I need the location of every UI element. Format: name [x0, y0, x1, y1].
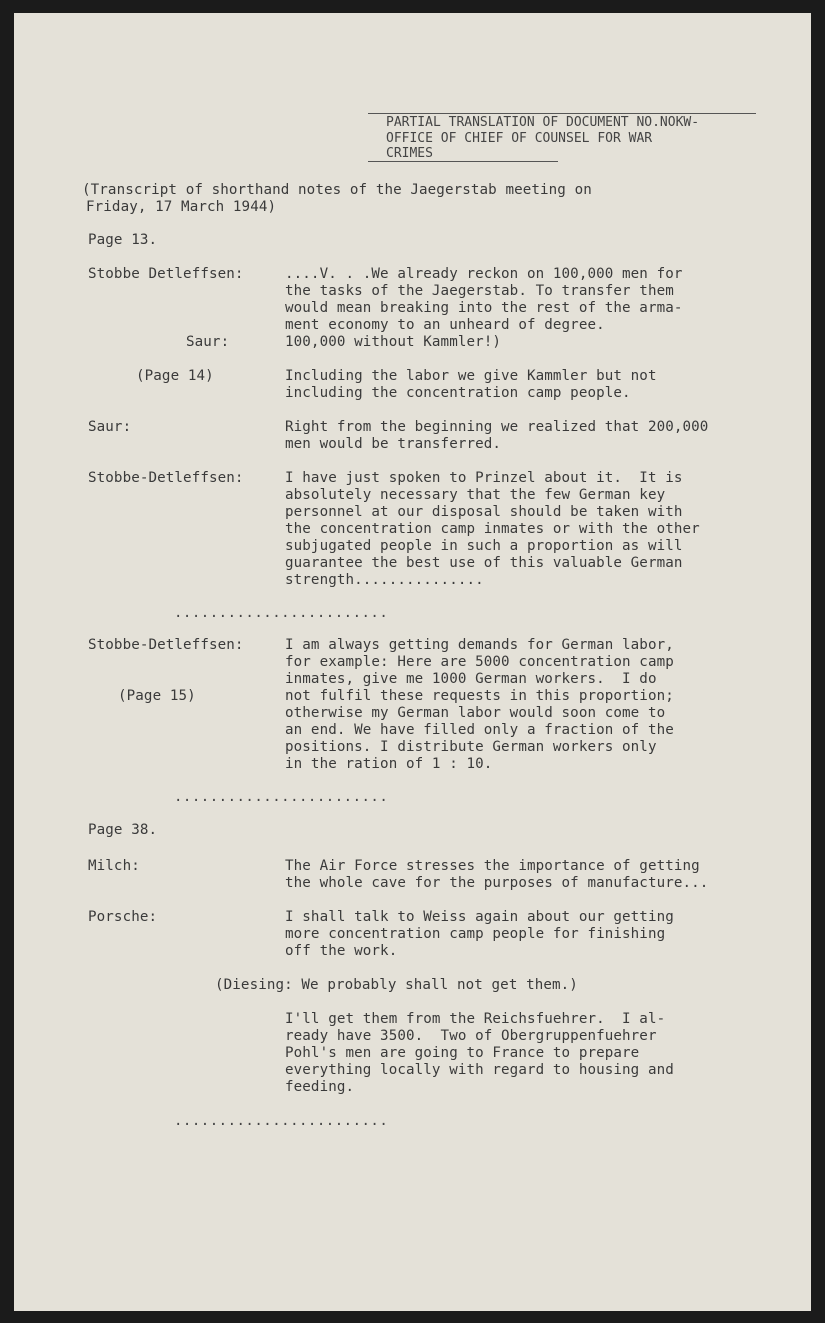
header-top-rule	[368, 113, 756, 114]
entry-6-line-8: in the ration of 1 : 10.	[285, 756, 493, 772]
entry-6-line-2: for example: Here are 5000 concentration camp	[285, 654, 674, 670]
entry-6-line-1: I am always getting demands for German labor,	[285, 637, 674, 653]
header-line-1: PARTIAL TRANSLATION OF DOCUMENT NO.NOKW-	[386, 115, 700, 130]
entry-7-line-2: the whole cave for the purposes of manufacture...	[285, 875, 709, 891]
separator-dots-3: ........................	[174, 1113, 389, 1129]
document-page	[14, 13, 811, 1311]
speaker-stobbe-detleffsen-1: Stobbe Detleffsen:	[88, 266, 244, 282]
entry-1-line-3: would mean breaking into the rest of the arma-	[285, 300, 683, 316]
entry-4-line-1: Right from the beginning we realized that 200,000	[285, 419, 709, 435]
page-13-label: Page 13.	[88, 232, 158, 248]
entry-5-line-5: subjugated people in such a proportion as will	[285, 538, 683, 554]
entry-8-line-3: off the work.	[285, 943, 398, 959]
entry-10-line-2: ready have 3500. Two of Obergruppenfuehrer	[285, 1028, 657, 1044]
page-14-label: (Page 14)	[136, 368, 214, 384]
header-line-2: OFFICE OF CHIEF OF COUNSEL FOR WAR	[386, 131, 653, 146]
entry-5-line-6: guarantee the best use of this valuable German	[285, 555, 683, 571]
intro-line-1: (Transcript of shorthand notes of the Jaegerstab meeting on	[82, 182, 592, 198]
entry-6-line-3: inmates, give me 1000 German workers. I do	[285, 671, 657, 687]
entry-5-line-1: I have just spoken to Prinzel about it. It is	[285, 470, 683, 486]
entry-1-line-4: ment economy to an unheard of degree.	[285, 317, 605, 333]
entry-6-line-4: not fulfil these requests in this proportion;	[285, 688, 674, 704]
separator-dots-2: ........................	[174, 789, 389, 805]
speaker-saur-2: Saur:	[88, 419, 132, 435]
entry-1-line-2: the tasks of the Jaegerstab. To transfer them	[285, 283, 674, 299]
speaker-porsche: Porsche:	[88, 909, 158, 925]
entry-6-line-6: an end. We have filled only a fraction of the	[285, 722, 674, 738]
entry-3-line-1: Including the labor we give Kammler but not	[285, 368, 657, 384]
entry-1-line-1: ....V. . .We already reckon on 100,000 men for	[285, 266, 683, 282]
page-15-label: (Page 15)	[118, 688, 196, 704]
entry-2-line-1: 100,000 without Kammler!)	[285, 334, 502, 350]
speaker-stobbe-detleffsen-3: Stobbe-Detleffsen:	[88, 637, 244, 653]
entry-5-line-2: absolutely necessary that the few German key	[285, 487, 666, 503]
header-bottom-rule	[368, 161, 558, 162]
entry-8-line-2: more concentration camp people for finishing	[285, 926, 666, 942]
intro-line-2: Friday, 17 March 1944)	[86, 199, 277, 215]
separator-dots-1: ........................	[174, 605, 389, 621]
entry-6-line-5: otherwise my German labor would soon come to	[285, 705, 666, 721]
entry-10-line-5: feeding.	[285, 1079, 355, 1095]
entry-10-line-1: I'll get them from the Reichsfuehrer. I al-	[285, 1011, 666, 1027]
page-38-label: Page 38.	[88, 822, 158, 838]
entry-10-line-4: everything locally with regard to housing and	[285, 1062, 674, 1078]
entry-6-line-7: positions. I distribute German workers only	[285, 739, 657, 755]
entry-8-line-1: I shall talk to Weiss again about our getting	[285, 909, 674, 925]
speaker-stobbe-detleffsen-2: Stobbe-Detleffsen:	[88, 470, 244, 486]
entry-10-line-3: Pohl's men are going to France to prepare	[285, 1045, 640, 1061]
entry-4-line-2: men would be transferred.	[285, 436, 502, 452]
entry-3-line-2: including the concentration camp people.	[285, 385, 631, 401]
entry-7-line-1: The Air Force stresses the importance of getting	[285, 858, 700, 874]
entry-5-line-4: the concentration camp inmates or with the other	[285, 521, 700, 537]
header-line-3: CRIMES	[386, 146, 433, 161]
entry-5-line-7: strength...............	[285, 572, 484, 588]
entry-9-diesing: (Diesing: We probably shall not get them.)	[215, 977, 578, 993]
entry-5-line-3: personnel at our disposal should be taken with	[285, 504, 683, 520]
speaker-saur-1: Saur:	[186, 334, 230, 350]
speaker-milch: Milch:	[88, 858, 140, 874]
